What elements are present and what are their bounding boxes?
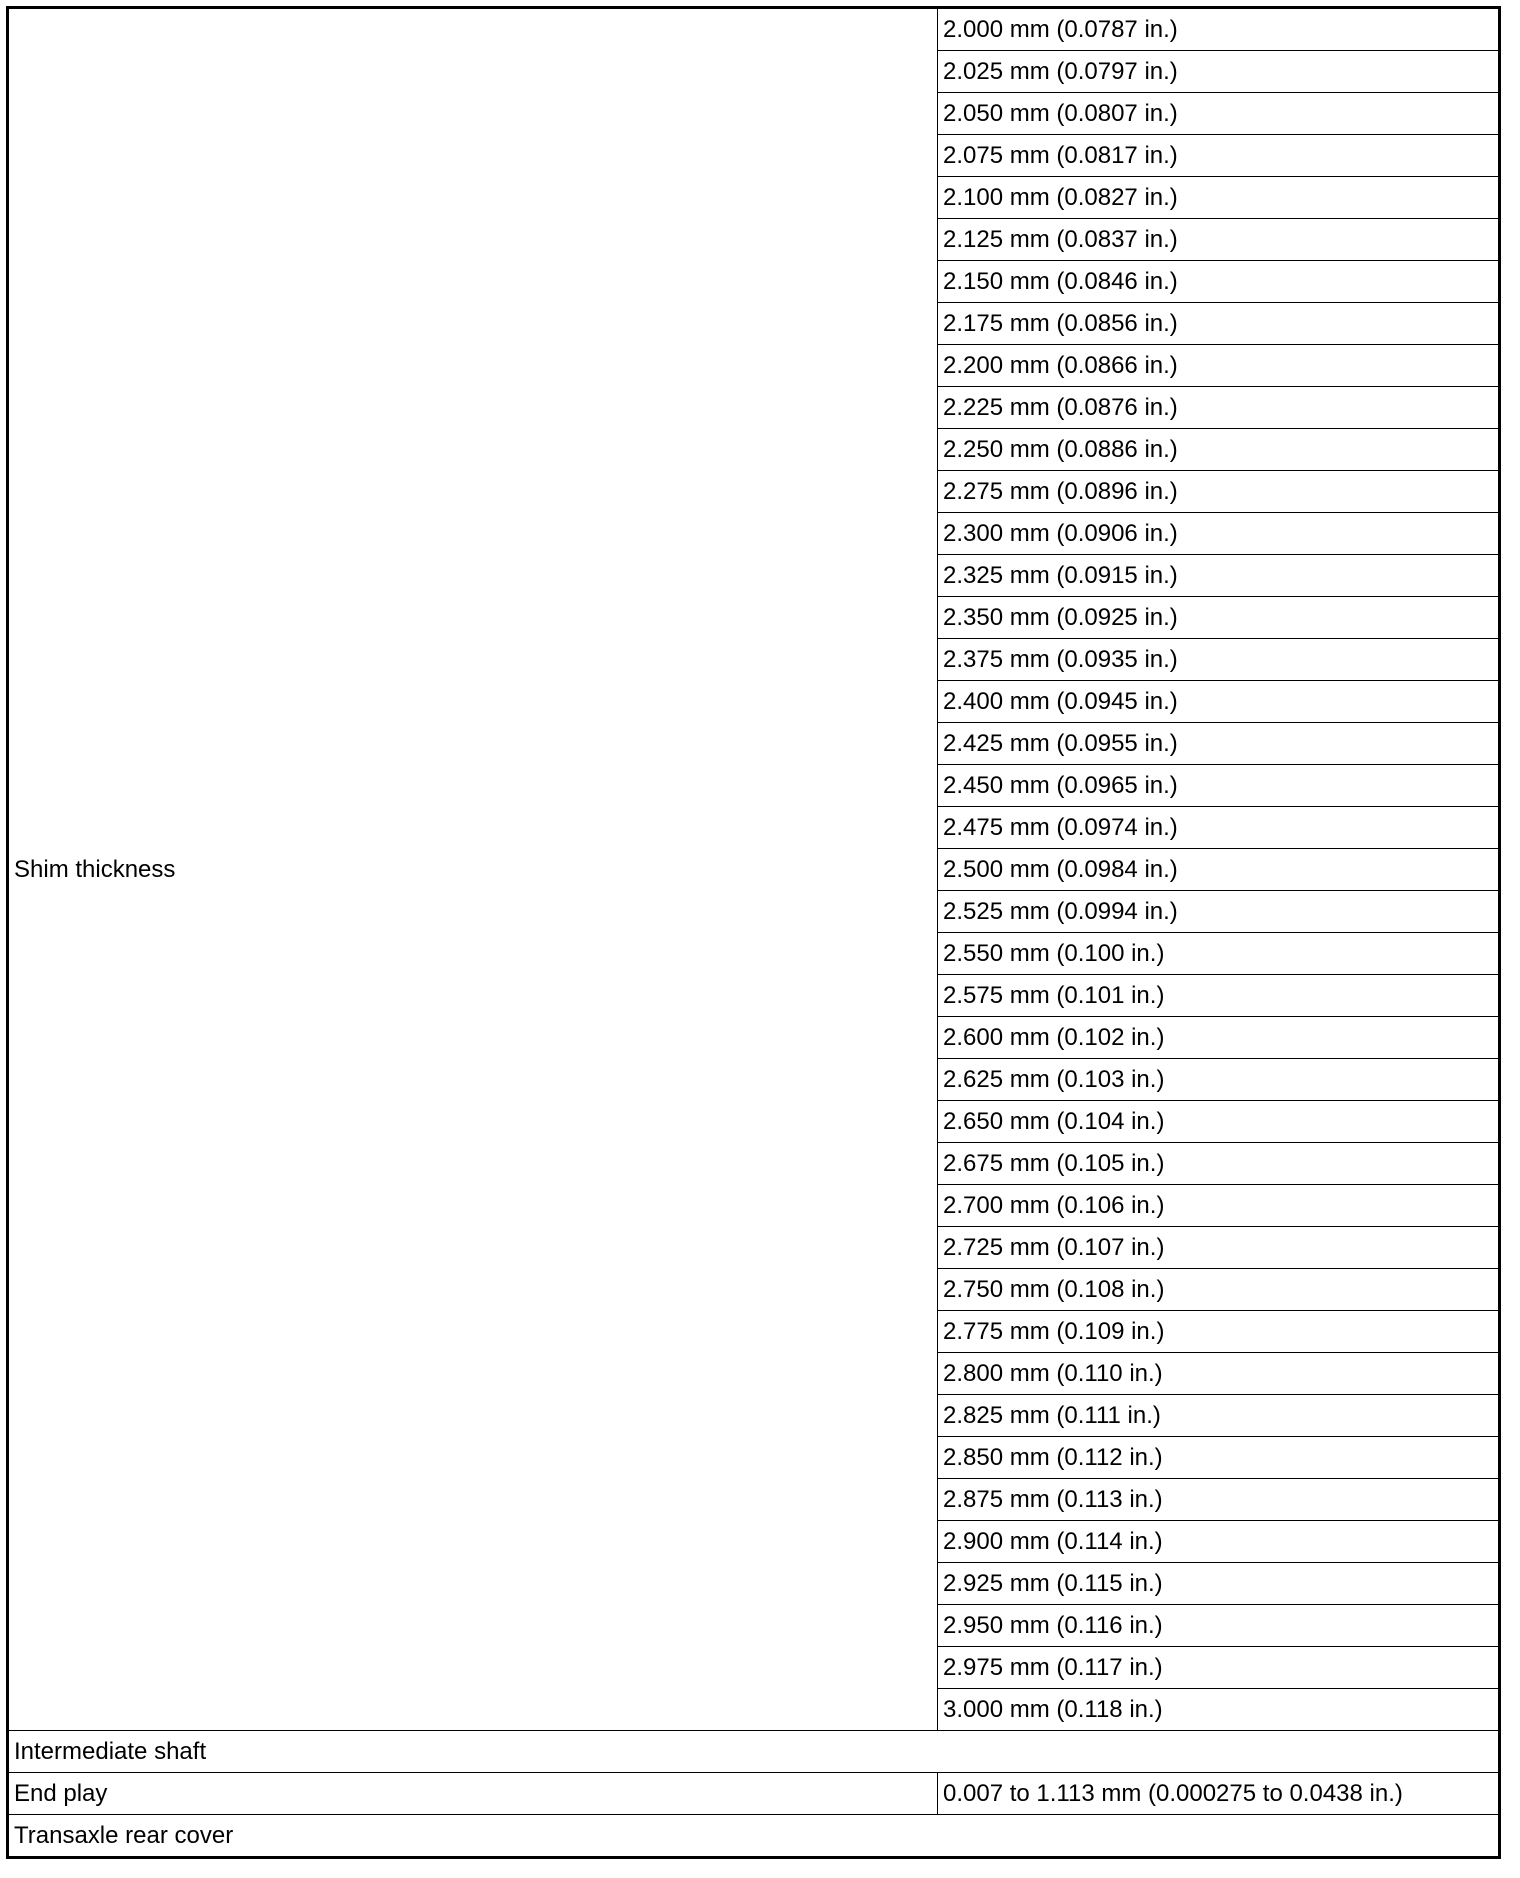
shim-value-cell: 2.550 mm (0.100 in.) xyxy=(938,933,1500,975)
shim-value-cell: 2.700 mm (0.106 in.) xyxy=(938,1185,1500,1227)
shim-value-cell: 2.000 mm (0.0787 in.) xyxy=(938,8,1500,51)
shim-value-cell: 2.975 mm (0.117 in.) xyxy=(938,1647,1500,1689)
shim-value-cell: 2.925 mm (0.115 in.) xyxy=(938,1563,1500,1605)
shim-value-cell: 2.950 mm (0.116 in.) xyxy=(938,1605,1500,1647)
section-row-intermediate-shaft xyxy=(8,1731,1500,1773)
shim-value-cell: 2.175 mm (0.0856 in.) xyxy=(938,303,1500,345)
section-row-transaxle-rear-cover xyxy=(8,1815,1500,1858)
shim-value-cell: 2.200 mm (0.0866 in.) xyxy=(938,345,1500,387)
shim-value-cell: 2.625 mm (0.103 in.) xyxy=(938,1059,1500,1101)
shim-value-cell: 2.225 mm (0.0876 in.) xyxy=(938,387,1500,429)
shim-value-cell: 2.300 mm (0.0906 in.) xyxy=(938,513,1500,555)
shim-value-cell: 2.125 mm (0.0837 in.) xyxy=(938,219,1500,261)
shim-value-cell: 2.800 mm (0.110 in.) xyxy=(938,1353,1500,1395)
shim-value-cell: 2.850 mm (0.112 in.) xyxy=(938,1437,1500,1479)
table-row xyxy=(8,8,1500,51)
shim-value-cell: 2.600 mm (0.102 in.) xyxy=(938,1017,1500,1059)
shim-value-cell: 2.150 mm (0.0846 in.) xyxy=(938,261,1500,303)
shim-value-cell: 2.425 mm (0.0955 in.) xyxy=(938,723,1500,765)
intermediate-shaft-heading: Intermediate shaft xyxy=(8,1731,1500,1773)
transaxle-rear-cover-heading: Transaxle rear cover xyxy=(8,1815,1500,1858)
shim-value-cell: 2.875 mm (0.113 in.) xyxy=(938,1479,1500,1521)
shim-value-cell: 2.050 mm (0.0807 in.) xyxy=(938,93,1500,135)
shim-value-cell: 2.500 mm (0.0984 in.) xyxy=(938,849,1500,891)
shim-value-cell: 2.775 mm (0.109 in.) xyxy=(938,1311,1500,1353)
shim-value-cell: 2.825 mm (0.111 in.) xyxy=(938,1395,1500,1437)
end-play-value: 0.007 to 1.113 mm (0.000275 to 0.0438 in.) xyxy=(938,1773,1500,1815)
shim-value-cell: 2.575 mm (0.101 in.) xyxy=(938,975,1500,1017)
end-play-label: End play xyxy=(8,1773,938,1815)
shim-value-cell: 2.350 mm (0.0925 in.) xyxy=(938,597,1500,639)
end-play-row xyxy=(8,1773,1500,1815)
shim-value-cell: 2.525 mm (0.0994 in.) xyxy=(938,891,1500,933)
shim-value-cell: 2.900 mm (0.114 in.) xyxy=(938,1521,1500,1563)
shim-value-cell: 2.325 mm (0.0915 in.) xyxy=(938,555,1500,597)
shim-value-cell: 2.450 mm (0.0965 in.) xyxy=(938,765,1500,807)
shim-thickness-label: Shim thickness xyxy=(8,8,938,1731)
shim-value-cell: 2.250 mm (0.0886 in.) xyxy=(938,429,1500,471)
shim-value-cell: 2.100 mm (0.0827 in.) xyxy=(938,177,1500,219)
shim-value-cell: 2.475 mm (0.0974 in.) xyxy=(938,807,1500,849)
shim-value-cell: 2.025 mm (0.0797 in.) xyxy=(938,51,1500,93)
spec-table xyxy=(6,6,1501,1859)
spec-table-body xyxy=(8,8,1500,1858)
shim-value-cell: 2.675 mm (0.105 in.) xyxy=(938,1143,1500,1185)
shim-value-cell: 2.650 mm (0.104 in.) xyxy=(938,1101,1500,1143)
shim-value-cell: 2.750 mm (0.108 in.) xyxy=(938,1269,1500,1311)
shim-value-cell: 2.400 mm (0.0945 in.) xyxy=(938,681,1500,723)
shim-value-cell: 2.725 mm (0.107 in.) xyxy=(938,1227,1500,1269)
shim-value-cell: 2.275 mm (0.0896 in.) xyxy=(938,471,1500,513)
shim-value-cell: 3.000 mm (0.118 in.) xyxy=(938,1689,1500,1731)
shim-value-cell: 2.075 mm (0.0817 in.) xyxy=(938,135,1500,177)
shim-value-cell: 2.375 mm (0.0935 in.) xyxy=(938,639,1500,681)
